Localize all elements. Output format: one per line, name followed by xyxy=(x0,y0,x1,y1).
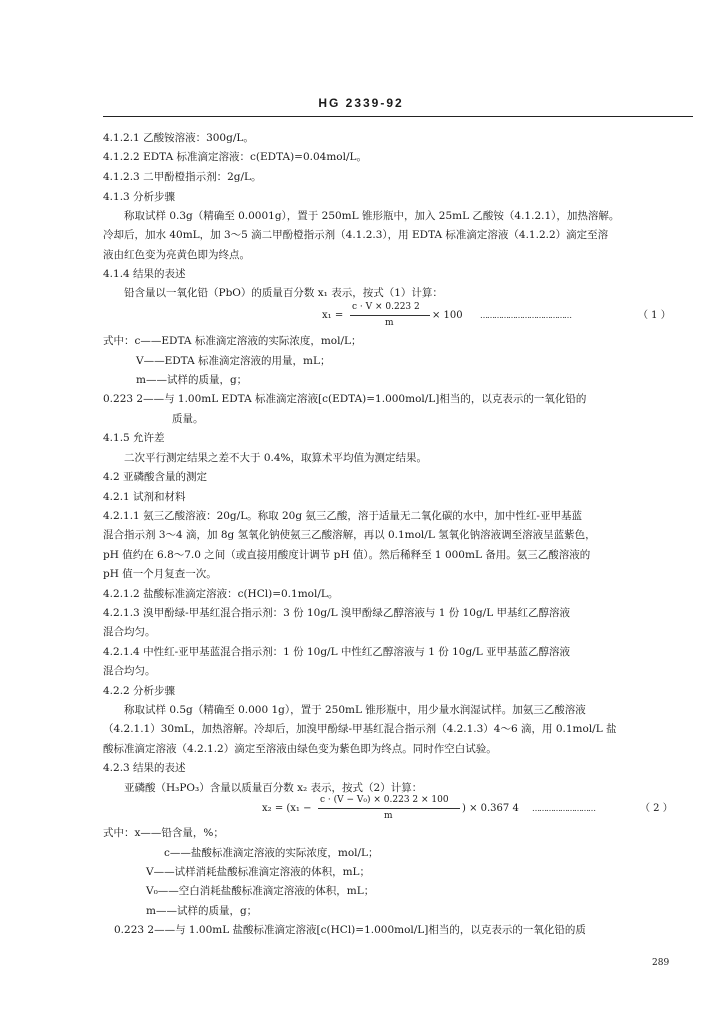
text-line: pH 值约在 6.8～7.0 之间（或直接用酸度计调节 pH 值）。然后稀释至 1 000mL 备用。氨三乙酸溶液的 xyxy=(103,549,591,561)
text-line: m——试样的质量，g； xyxy=(136,374,248,386)
text-line: V——EDTA 标准滴定溶液的用量，mL； xyxy=(136,355,331,367)
formula-number: （ 1 ） xyxy=(638,310,671,321)
text-line: 称取试样 0.5g（精确至 0.000 1g），置于 250mL 锥形瓶中，用少量水润湿试样。加氨三乙酸溶液 xyxy=(124,704,586,716)
text-line: 4.2.1.3 溴甲酚绿-甲基红混合指示剂：3 份 10g/L 溴甲酚绿乙醇溶液与 1 份 10g/L 甲基红乙醇溶液 xyxy=(103,607,571,619)
fraction-bar xyxy=(350,315,430,316)
section-heading: 4.2.1 试剂和材料 xyxy=(103,491,186,503)
section-heading: 4.1.3 分析步骤 xyxy=(103,191,176,203)
text-line: 二次平行测定结果之差不大于 0.4%，取算术平均值为测定结果。 xyxy=(124,452,428,464)
text-line: 4.1.2.1 乙酸铵溶液：300g/L。 xyxy=(103,132,254,144)
formula-dots: ……………………… xyxy=(532,804,595,813)
text-line: c——盐酸标准滴定溶液的实际浓度，mol/L； xyxy=(164,847,379,859)
text-line: 4.2.1.1 氨三乙酸溶液：20g/L。称取 20g 氨三乙酸，溶于适量无二氧化碳的水中，加中性红-亚甲基蓝 xyxy=(103,510,582,522)
document-header: HG 2339-92 xyxy=(318,96,404,110)
text-line: m——试样的质量，g； xyxy=(146,905,258,917)
section-heading: 4.1.4 结果的表述 xyxy=(103,268,186,280)
header-rule xyxy=(103,116,693,117)
formula-numerator: c · V × 0.223 2 xyxy=(352,302,420,312)
text-line: 0.223 2——与 1.00mL 盐酸标准滴定溶液[c(HCl)=1.000mol/L]相当的，以克表示的一氧化铅的质 xyxy=(114,924,586,936)
text-line: 质量。 xyxy=(172,413,204,425)
formula-lhs: x₂ = (x₁ − xyxy=(262,803,312,814)
section-heading: 4.2.3 结果的表述 xyxy=(103,762,186,774)
text-line: 4.1.2.3 二甲酚橙指示剂：2g/L。 xyxy=(103,171,262,183)
formula-rhs: ) × 0.367 4 xyxy=(462,803,519,814)
text-line: 4.2.1.4 中性红-亚甲基蓝混合指示剂：1 份 10g/L 中性红乙醇溶液与 1 份 10g/L 亚甲基蓝乙醇溶液 xyxy=(103,646,571,658)
text-line: 液由红色变为亮黄色即为终点。 xyxy=(103,249,250,261)
text-line: 式中：x——铅含量，%； xyxy=(103,827,224,839)
text-line: 0.223 2——与 1.00mL EDTA 标准滴定溶液[c(EDTA)=1.000mol/L]相当的，以克表示的一氧化铅的 xyxy=(103,393,587,405)
section-heading: 4.2 亚磷酸含量的测定 xyxy=(103,471,208,483)
formula-rhs: × 100 xyxy=(432,310,463,321)
text-line: 亚磷酸（H₃PO₃）含量以质量百分数 x₂ 表示，按式（2）计算： xyxy=(124,782,423,794)
text-line: V₀——空白消耗盐酸标准滴定溶液的体积，mL； xyxy=(146,885,375,897)
text-line: 冷却后，加水 40mL，加 3～5 滴二甲酚橙指示剂（4.1.2.3），用 EDTA 标准滴定溶液（4.1.2.2）滴定至溶 xyxy=(103,229,609,241)
text-line: 铅含量以一氧化铅（PbO）的质量百分数 x₁ 表示，按式（1）计算： xyxy=(124,287,443,299)
text-line: V——试样消耗盐酸标准滴定溶液的体积，mL； xyxy=(146,866,371,878)
fraction-bar xyxy=(318,808,460,809)
formula-lhs: x₁ = xyxy=(322,310,344,321)
formula-numerator: c · (V − V₀) × 0.223 2 × 100 xyxy=(320,795,449,805)
section-heading: 4.2.2 分析步骤 xyxy=(103,685,176,697)
text-line: 式中：c——EDTA 标准滴定溶液的实际浓度，mol/L； xyxy=(103,335,362,347)
text-line: 混合均匀。 xyxy=(103,626,156,638)
formula-dots: ………………………………… xyxy=(480,311,571,320)
text-line: pH 值一个月复查一次。 xyxy=(103,568,217,580)
formula-denominator: m xyxy=(384,811,393,821)
text-line: 称取试样 0.3g（精确至 0.0001g），置于 250mL 锥形瓶中，加入 25mL 乙酸铵（4.1.2.1），加热溶解。 xyxy=(124,210,620,222)
formula-denominator: m xyxy=(385,318,394,328)
text-line: 酸标准滴定溶液（4.2.1.2）滴定至溶液由绿色变为紫色即为终点。同时作空白试验。 xyxy=(103,743,497,755)
text-line: 4.1.2.2 EDTA 标准滴定溶液：c(EDTA)=0.04mol/L。 xyxy=(103,151,367,163)
formula-number: （ 2 ） xyxy=(640,803,673,814)
text-line: 混合均匀。 xyxy=(103,665,156,677)
page-number: 289 xyxy=(652,958,670,968)
text-line: （4.2.1.1）30mL，加热溶解。冷却后，加溴甲酚绿-甲基红混合指示剂（4.2.1.3）4～6 滴，用 0.1mol/L 盐 xyxy=(103,723,617,735)
text-line: 4.2.1.2 盐酸标准滴定溶液：c(HCl)=0.1mol/L。 xyxy=(103,588,339,600)
text-line: 混合指示剂 3～4 滴，加 8g 氢氧化钠使氨三乙酸溶解，再以 0.1mol/L 氢氧化钠溶液调至溶液呈蓝紫色， xyxy=(103,529,596,541)
section-heading: 4.1.5 允许差 xyxy=(103,432,165,444)
